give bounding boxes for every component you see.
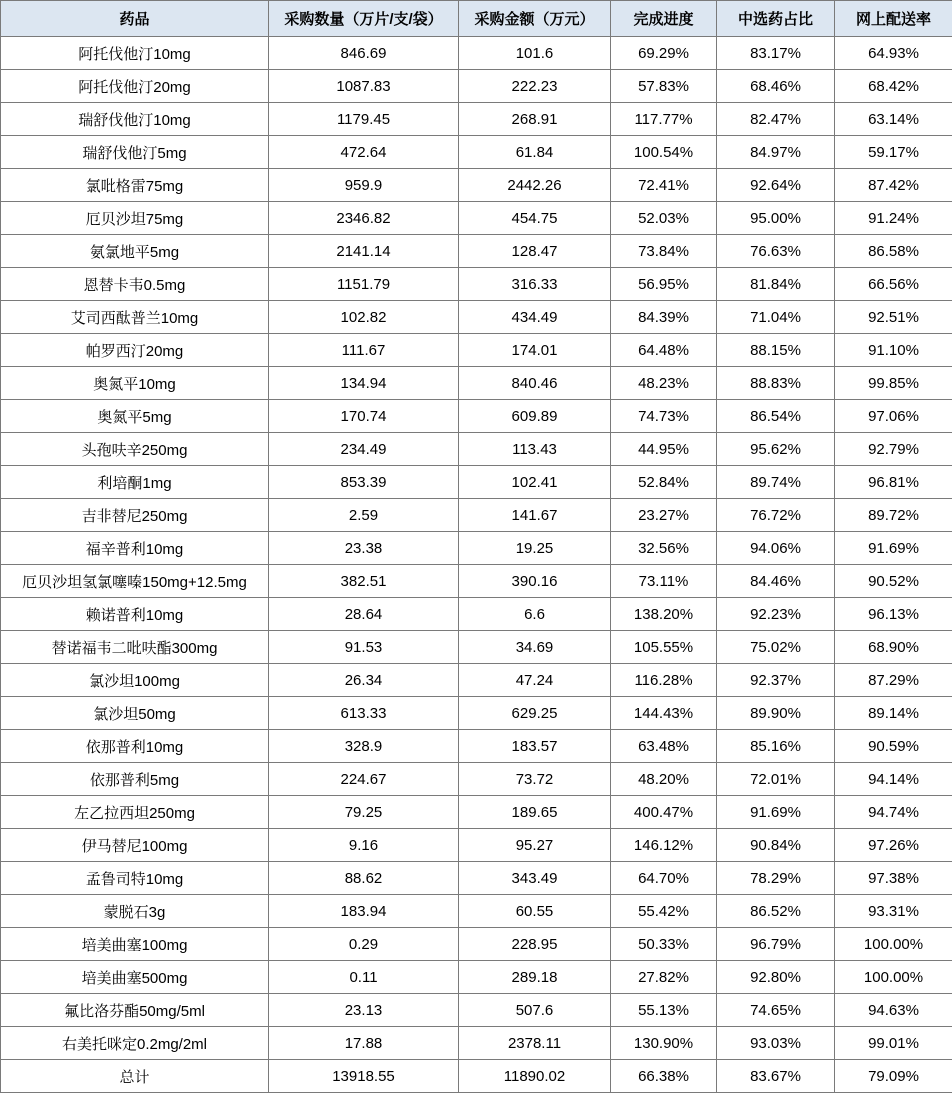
table-row <box>1 928 952 961</box>
cell-drug-name: 吉非替尼250mg <box>1 499 269 532</box>
cell-amount: 95.27 <box>459 829 611 862</box>
cell-online-delivery: 94.14% <box>835 763 952 796</box>
cell-quantity: 224.67 <box>269 763 459 796</box>
table-row <box>1 631 952 664</box>
cell-selected-share: 83.67% <box>717 1060 835 1093</box>
cell-selected-share: 82.47% <box>717 103 835 136</box>
cell-selected-share: 72.01% <box>717 763 835 796</box>
cell-drug-name: 阿托伐他汀10mg <box>1 37 269 70</box>
cell-amount: 47.24 <box>459 664 611 697</box>
cell-progress: 64.48% <box>611 334 717 367</box>
cell-quantity: 88.62 <box>269 862 459 895</box>
cell-quantity: 853.39 <box>269 466 459 499</box>
cell-progress: 74.73% <box>611 400 717 433</box>
cell-progress: 116.28% <box>611 664 717 697</box>
table-row <box>1 664 952 697</box>
cell-amount: 174.01 <box>459 334 611 367</box>
cell-amount: 454.75 <box>459 202 611 235</box>
table-row <box>1 202 952 235</box>
cell-online-delivery: 99.85% <box>835 367 952 400</box>
cell-quantity: 111.67 <box>269 334 459 367</box>
cell-online-delivery: 92.51% <box>835 301 952 334</box>
table-row <box>1 961 952 994</box>
cell-quantity: 26.34 <box>269 664 459 697</box>
cell-selected-share: 84.46% <box>717 565 835 598</box>
cell-quantity: 91.53 <box>269 631 459 664</box>
cell-amount: 6.6 <box>459 598 611 631</box>
column-header-amount: 采购金额（万元） <box>459 1 611 37</box>
cell-drug-name: 利培酮1mg <box>1 466 269 499</box>
cell-amount: 390.16 <box>459 565 611 598</box>
cell-quantity: 328.9 <box>269 730 459 763</box>
cell-drug-name: 伊马替尼100mg <box>1 829 269 862</box>
table-header-row <box>1 1 952 37</box>
cell-selected-share: 90.84% <box>717 829 835 862</box>
cell-drug-name: 培美曲塞500mg <box>1 961 269 994</box>
cell-online-delivery: 68.90% <box>835 631 952 664</box>
cell-drug-name: 氯沙坦100mg <box>1 664 269 697</box>
cell-progress: 69.29% <box>611 37 717 70</box>
cell-progress: 84.39% <box>611 301 717 334</box>
cell-progress: 400.47% <box>611 796 717 829</box>
cell-progress: 100.54% <box>611 136 717 169</box>
cell-quantity: 2141.14 <box>269 235 459 268</box>
cell-online-delivery: 87.29% <box>835 664 952 697</box>
cell-selected-share: 75.02% <box>717 631 835 664</box>
cell-selected-share: 92.64% <box>717 169 835 202</box>
cell-quantity: 472.64 <box>269 136 459 169</box>
cell-amount: 60.55 <box>459 895 611 928</box>
cell-selected-share: 84.97% <box>717 136 835 169</box>
cell-drug-name: 总计 <box>1 1060 269 1093</box>
cell-drug-name: 厄贝沙坦氢氯噻嗪150mg+12.5mg <box>1 565 269 598</box>
cell-online-delivery: 97.38% <box>835 862 952 895</box>
cell-quantity: 1179.45 <box>269 103 459 136</box>
cell-selected-share: 76.72% <box>717 499 835 532</box>
cell-amount: 34.69 <box>459 631 611 664</box>
cell-quantity: 28.64 <box>269 598 459 631</box>
cell-drug-name: 艾司西酞普兰10mg <box>1 301 269 334</box>
table-header <box>1 1 952 37</box>
cell-progress: 32.56% <box>611 532 717 565</box>
table-row <box>1 895 952 928</box>
cell-amount: 434.49 <box>459 301 611 334</box>
cell-online-delivery: 92.79% <box>835 433 952 466</box>
cell-online-delivery: 97.06% <box>835 400 952 433</box>
cell-quantity: 846.69 <box>269 37 459 70</box>
cell-drug-name: 瑞舒伐他汀10mg <box>1 103 269 136</box>
cell-selected-share: 89.74% <box>717 466 835 499</box>
cell-amount: 507.6 <box>459 994 611 1027</box>
cell-drug-name: 依那普利10mg <box>1 730 269 763</box>
cell-online-delivery: 90.59% <box>835 730 952 763</box>
table-row <box>1 70 952 103</box>
cell-amount: 268.91 <box>459 103 611 136</box>
cell-progress: 57.83% <box>611 70 717 103</box>
column-header-selected-share: 中选药占比 <box>717 1 835 37</box>
table-row <box>1 565 952 598</box>
cell-progress: 63.48% <box>611 730 717 763</box>
cell-drug-name: 福辛普利10mg <box>1 532 269 565</box>
table-row <box>1 103 952 136</box>
table-row <box>1 433 952 466</box>
column-header-drug: 药品 <box>1 1 269 37</box>
cell-progress: 72.41% <box>611 169 717 202</box>
cell-online-delivery: 63.14% <box>835 103 952 136</box>
cell-drug-name: 奥氮平5mg <box>1 400 269 433</box>
cell-online-delivery: 91.69% <box>835 532 952 565</box>
cell-drug-name: 帕罗西汀20mg <box>1 334 269 367</box>
table-row <box>1 796 952 829</box>
cell-selected-share: 86.54% <box>717 400 835 433</box>
cell-amount: 128.47 <box>459 235 611 268</box>
table-row <box>1 169 952 202</box>
cell-progress: 144.43% <box>611 697 717 730</box>
table-row <box>1 598 952 631</box>
cell-progress: 117.77% <box>611 103 717 136</box>
cell-selected-share: 81.84% <box>717 268 835 301</box>
cell-amount: 2442.26 <box>459 169 611 202</box>
cell-progress: 48.23% <box>611 367 717 400</box>
cell-online-delivery: 89.72% <box>835 499 952 532</box>
cell-selected-share: 86.52% <box>717 895 835 928</box>
cell-progress: 55.13% <box>611 994 717 1027</box>
cell-quantity: 23.38 <box>269 532 459 565</box>
cell-online-delivery: 87.42% <box>835 169 952 202</box>
cell-selected-share: 95.62% <box>717 433 835 466</box>
cell-amount: 11890.02 <box>459 1060 611 1093</box>
table-row <box>1 862 952 895</box>
cell-amount: 840.46 <box>459 367 611 400</box>
cell-drug-name: 氟比洛芬酯50mg/5ml <box>1 994 269 1027</box>
cell-selected-share: 71.04% <box>717 301 835 334</box>
cell-drug-name: 赖诺普利10mg <box>1 598 269 631</box>
cell-quantity: 1151.79 <box>269 268 459 301</box>
cell-online-delivery: 91.24% <box>835 202 952 235</box>
cell-drug-name: 氨氯地平5mg <box>1 235 269 268</box>
cell-quantity: 134.94 <box>269 367 459 400</box>
cell-online-delivery: 94.63% <box>835 994 952 1027</box>
cell-online-delivery: 93.31% <box>835 895 952 928</box>
column-header-online-delivery: 网上配送率 <box>835 1 952 37</box>
cell-amount: 61.84 <box>459 136 611 169</box>
cell-progress: 52.84% <box>611 466 717 499</box>
cell-drug-name: 依那普利5mg <box>1 763 269 796</box>
table-row <box>1 532 952 565</box>
cell-selected-share: 94.06% <box>717 532 835 565</box>
cell-amount: 2378.11 <box>459 1027 611 1060</box>
cell-quantity: 1087.83 <box>269 70 459 103</box>
cell-amount: 189.65 <box>459 796 611 829</box>
cell-online-delivery: 94.74% <box>835 796 952 829</box>
table-row <box>1 301 952 334</box>
cell-drug-name: 培美曲塞100mg <box>1 928 269 961</box>
table-row <box>1 268 952 301</box>
cell-quantity: 959.9 <box>269 169 459 202</box>
cell-amount: 222.23 <box>459 70 611 103</box>
cell-selected-share: 93.03% <box>717 1027 835 1060</box>
cell-drug-name: 孟鲁司特10mg <box>1 862 269 895</box>
cell-online-delivery: 90.52% <box>835 565 952 598</box>
table-body <box>1 37 952 1093</box>
table-row <box>1 37 952 70</box>
cell-progress: 27.82% <box>611 961 717 994</box>
table-row <box>1 466 952 499</box>
cell-amount: 629.25 <box>459 697 611 730</box>
cell-progress: 64.70% <box>611 862 717 895</box>
cell-progress: 73.84% <box>611 235 717 268</box>
cell-progress: 23.27% <box>611 499 717 532</box>
cell-selected-share: 85.16% <box>717 730 835 763</box>
table-row <box>1 367 952 400</box>
cell-quantity: 9.16 <box>269 829 459 862</box>
cell-online-delivery: 100.00% <box>835 961 952 994</box>
cell-amount: 289.18 <box>459 961 611 994</box>
table-row <box>1 697 952 730</box>
cell-online-delivery: 86.58% <box>835 235 952 268</box>
table-row <box>1 763 952 796</box>
cell-quantity: 17.88 <box>269 1027 459 1060</box>
cell-selected-share: 89.90% <box>717 697 835 730</box>
cell-amount: 141.67 <box>459 499 611 532</box>
cell-progress: 48.20% <box>611 763 717 796</box>
table-row <box>1 829 952 862</box>
cell-amount: 113.43 <box>459 433 611 466</box>
cell-progress: 138.20% <box>611 598 717 631</box>
cell-progress: 55.42% <box>611 895 717 928</box>
cell-progress: 105.55% <box>611 631 717 664</box>
table-row <box>1 334 952 367</box>
cell-amount: 73.72 <box>459 763 611 796</box>
cell-selected-share: 96.79% <box>717 928 835 961</box>
cell-drug-name: 厄贝沙坦75mg <box>1 202 269 235</box>
cell-progress: 44.95% <box>611 433 717 466</box>
cell-selected-share: 76.63% <box>717 235 835 268</box>
table-row <box>1 994 952 1027</box>
cell-progress: 50.33% <box>611 928 717 961</box>
cell-quantity: 2.59 <box>269 499 459 532</box>
cell-online-delivery: 59.17% <box>835 136 952 169</box>
cell-drug-name: 阿托伐他汀20mg <box>1 70 269 103</box>
cell-online-delivery: 96.81% <box>835 466 952 499</box>
cell-quantity: 234.49 <box>269 433 459 466</box>
cell-amount: 343.49 <box>459 862 611 895</box>
cell-selected-share: 92.37% <box>717 664 835 697</box>
cell-progress: 52.03% <box>611 202 717 235</box>
cell-amount: 102.41 <box>459 466 611 499</box>
cell-drug-name: 头孢呋辛250mg <box>1 433 269 466</box>
cell-drug-name: 奥氮平10mg <box>1 367 269 400</box>
cell-quantity: 382.51 <box>269 565 459 598</box>
cell-online-delivery: 97.26% <box>835 829 952 862</box>
cell-selected-share: 88.15% <box>717 334 835 367</box>
cell-selected-share: 78.29% <box>717 862 835 895</box>
cell-selected-share: 92.23% <box>717 598 835 631</box>
table-row <box>1 235 952 268</box>
cell-online-delivery: 89.14% <box>835 697 952 730</box>
cell-selected-share: 83.17% <box>717 37 835 70</box>
cell-progress: 66.38% <box>611 1060 717 1093</box>
cell-quantity: 0.29 <box>269 928 459 961</box>
cell-drug-name: 替诺福韦二吡呋酯300mg <box>1 631 269 664</box>
column-header-quantity: 采购数量（万片/支/袋） <box>269 1 459 37</box>
cell-amount: 609.89 <box>459 400 611 433</box>
cell-online-delivery: 99.01% <box>835 1027 952 1060</box>
cell-drug-name: 氯沙坦50mg <box>1 697 269 730</box>
cell-selected-share: 68.46% <box>717 70 835 103</box>
column-header-progress: 完成进度 <box>611 1 717 37</box>
cell-drug-name: 右美托咪定0.2mg/2ml <box>1 1027 269 1060</box>
table-row <box>1 730 952 763</box>
cell-online-delivery: 96.13% <box>835 598 952 631</box>
table-row <box>1 1027 952 1060</box>
cell-online-delivery: 66.56% <box>835 268 952 301</box>
cell-drug-name: 瑞舒伐他汀5mg <box>1 136 269 169</box>
cell-drug-name: 氯吡格雷75mg <box>1 169 269 202</box>
cell-progress: 56.95% <box>611 268 717 301</box>
cell-quantity: 13918.55 <box>269 1060 459 1093</box>
table-row <box>1 499 952 532</box>
cell-selected-share: 95.00% <box>717 202 835 235</box>
cell-quantity: 183.94 <box>269 895 459 928</box>
cell-selected-share: 91.69% <box>717 796 835 829</box>
cell-quantity: 102.82 <box>269 301 459 334</box>
cell-online-delivery: 79.09% <box>835 1060 952 1093</box>
cell-drug-name: 蒙脱石3g <box>1 895 269 928</box>
table-row <box>1 136 952 169</box>
cell-drug-name: 恩替卡韦0.5mg <box>1 268 269 301</box>
cell-online-delivery: 91.10% <box>835 334 952 367</box>
cell-amount: 183.57 <box>459 730 611 763</box>
cell-selected-share: 74.65% <box>717 994 835 1027</box>
cell-amount: 316.33 <box>459 268 611 301</box>
cell-quantity: 170.74 <box>269 400 459 433</box>
cell-quantity: 2346.82 <box>269 202 459 235</box>
cell-selected-share: 88.83% <box>717 367 835 400</box>
cell-online-delivery: 68.42% <box>835 70 952 103</box>
table-total-row <box>1 1060 952 1093</box>
cell-quantity: 23.13 <box>269 994 459 1027</box>
cell-selected-share: 92.80% <box>717 961 835 994</box>
cell-drug-name: 左乙拉西坦250mg <box>1 796 269 829</box>
table-row <box>1 400 952 433</box>
cell-quantity: 0.11 <box>269 961 459 994</box>
cell-quantity: 79.25 <box>269 796 459 829</box>
cell-quantity: 613.33 <box>269 697 459 730</box>
cell-amount: 101.6 <box>459 37 611 70</box>
cell-progress: 130.90% <box>611 1027 717 1060</box>
cell-amount: 228.95 <box>459 928 611 961</box>
cell-progress: 73.11% <box>611 565 717 598</box>
cell-progress: 146.12% <box>611 829 717 862</box>
cell-online-delivery: 100.00% <box>835 928 952 961</box>
cell-amount: 19.25 <box>459 532 611 565</box>
cell-online-delivery: 64.93% <box>835 37 952 70</box>
